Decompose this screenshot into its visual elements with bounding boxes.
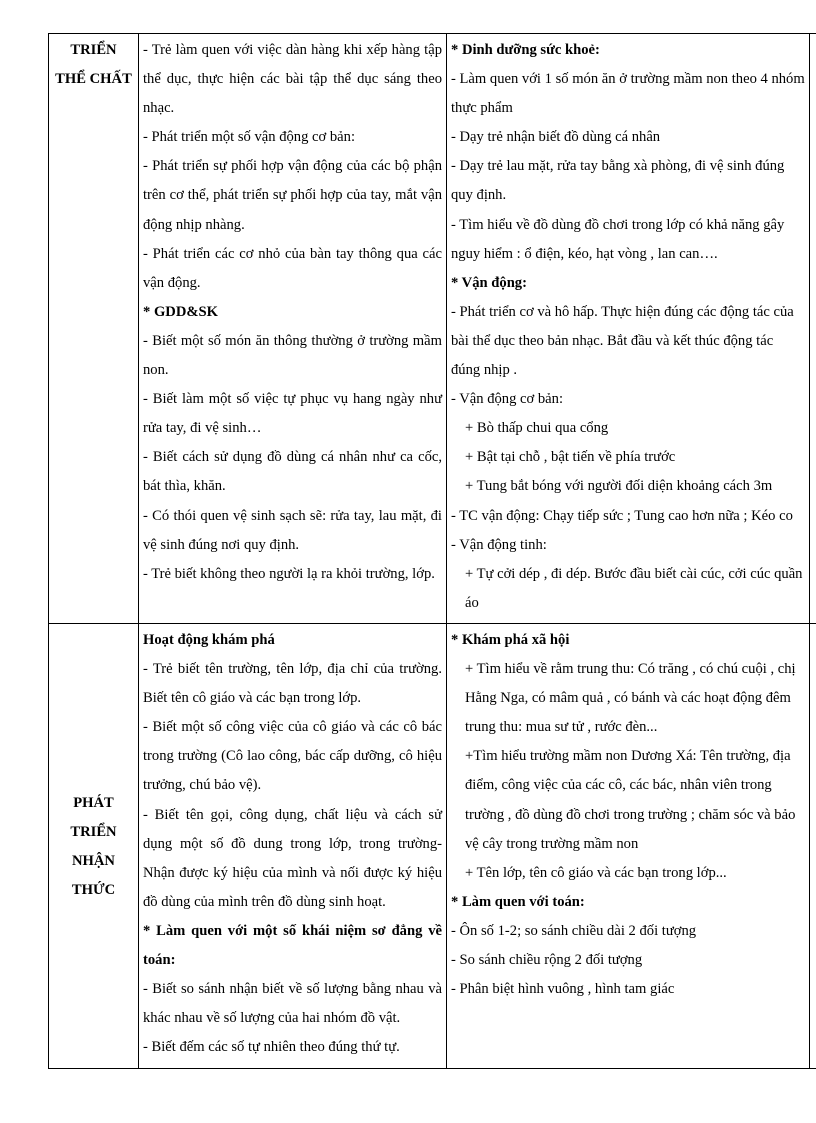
goal-item: - Trẻ làm quen với việc dàn hàng khi xếp hàng tập thể dục, thực hiện các bài tập thể dục sáng theo nhạc. (143, 42, 442, 117)
content-item: - Phân biệt hình vuông , hình tam giác (451, 981, 675, 998)
content-item: * Khám phá xã hội (451, 632, 570, 648)
goal-item: - Trẻ biết không theo người lạ ra khỏi trường, lớp. (143, 565, 435, 582)
goal-item: - Phát triển một số vận động cơ bản: (143, 129, 355, 146)
content-item: - Phát triển cơ và hô hấp. Thực hiện đúng các động tác của bài thể dục theo bản nhạc. Bắt đầu và kết thúc động tác đúng nhịp . (451, 303, 794, 379)
area-label-line: THỂ CHẤT (55, 71, 132, 87)
area-label-line: TRIỂN (70, 42, 117, 58)
goal-item: - Biết so sánh nhận biết về số lượng bằng nhau và khác nhau về số lượng của hai nhóm đồ vật. (143, 981, 442, 1027)
content-cell (447, 34, 810, 624)
content-item: - Dạy trẻ lau mặt, rửa tay bằng xà phòng, đi vệ sinh đúng quy định. (451, 158, 785, 204)
goal-item: - Biết tên gọi, công dụng, chất liệu và cách sử dụng một số đồ dung trong lớp, trong trường- Nhận được ký hiệu của mình và nối được ký hiệu đồ dùng của mình trên đồ dùng sinh hoạt. (143, 806, 442, 910)
goals-cell (139, 624, 447, 1069)
table-row (49, 624, 816, 1069)
blank-cell (810, 34, 816, 624)
area-label-line: THỨC (71, 882, 116, 898)
blank-cell (810, 624, 816, 1069)
goal-item: - Biết đếm các số tự nhiên theo đúng thứ tự. (143, 1039, 400, 1056)
content-item: +Tìm hiểu trường mầm non Dương Xá: Tên trường, địa điểm, công việc của các cô, các bác, nhân viên trong trường , đồ dùng đồ chơi trong trường ; chăm sóc và bảo vệ cây trong trường mầm non (465, 748, 796, 852)
content-item: + Bật tại chỗ , bật tiến về phía trước (465, 449, 676, 466)
content-item: - Vận động cơ bản: (451, 391, 564, 408)
content-item: - Ôn số 1-2; so sánh chiều dài 2 đối tượng (451, 922, 697, 939)
content-item: + Bò thấp chui qua cổng (465, 420, 609, 437)
content-cell (447, 624, 810, 1069)
content-item: * Làm quen với toán: (451, 893, 585, 910)
content-item: - So sánh chiều rộng 2 đối tượng (451, 952, 643, 969)
goal-item: * GDD&SK (143, 303, 218, 320)
area-label-line: NHẬN (72, 853, 115, 869)
goal-item: * Làm quen với một số khái niệm sơ đẳng về toán: (143, 922, 442, 969)
content-item: * Dinh dưỡng sức khoẻ: (451, 42, 600, 58)
table-row (49, 34, 816, 624)
content-item: - Tìm hiểu về đồ dùng đồ chơi trong lớp có khả năng gây nguy hiểm : ổ điện, kéo, hạt vòng , lan can…. (451, 216, 785, 262)
content-item: - Dạy trẻ nhận biết đồ dùng cá nhân (451, 129, 661, 146)
goal-item: - Có thói quen vệ sinh sạch sẽ: rửa tay, lau mặt, đi vệ sinh đúng nơi quy định. (143, 507, 442, 553)
area-label-line: PHÁT (73, 795, 114, 811)
goal-item: - Trẻ biết tên trường, tên lớp, địa chỉ của trường. Biết tên cô giáo và các bạn trong lớp. (143, 661, 442, 707)
content-item: + Tự cởi dép , đi dép. Bước đầu biết cài cúc, cởi cúc quần áo (465, 565, 803, 611)
goal-item: - Phát triển sự phối hợp vận động của các bộ phận trên cơ thể, phát triển sự phối hợp của tay, mắt vận động nhịp nhàng. (143, 158, 442, 233)
content-item: + Tìm hiểu về rằm trung thu: Có trăng , có chú cuội , chị Hằng Nga, có mâm quả , có bánh và các hoạt động đêm trung thu: mua sư tử , rước đèn... (465, 661, 796, 736)
goal-item: Hoạt động khám phá (143, 632, 275, 648)
goal-item: - Biết một số món ăn thông thường ở trường mầm non. (143, 332, 442, 379)
goal-item: - Phát triển các cơ nhỏ của bàn tay thông qua các vận động. (143, 245, 442, 291)
content-item: * Vận động: (451, 274, 527, 291)
development-area-physical (49, 34, 139, 624)
goal-item: - Biết một số công việc của cô giáo và các cô bác trong trường (Cô lao công, bác cấp dưỡng, cô hiệu trưởng, chú bảo vệ). (143, 719, 442, 794)
content-item: + Tung bắt bóng với người đối diện khoảng cách 3m (465, 478, 773, 495)
content-item: - TC vận động: Chạy tiếp sức ; Tung cao hơn nữa ; Kéo co (451, 507, 793, 524)
content-item: - Vận động tinh: (451, 536, 547, 553)
goal-item: - Biết làm một số việc tự phục vụ hang ngày như rửa tay, đi vệ sinh… (143, 391, 442, 437)
content-item: - Làm quen với 1 số món ăn ở trường mầm non theo 4 nhóm thực phẩm (451, 71, 805, 117)
goals-cell (139, 34, 447, 624)
lesson-plan-table (48, 33, 816, 1069)
area-label-line: TRIỂN (70, 824, 117, 840)
development-area-cognitive (49, 624, 139, 1069)
content-item: + Tên lớp, tên cô giáo và các bạn trong lớp... (465, 864, 727, 881)
goal-item: - Biết cách sử dụng đồ dùng cá nhân như ca cốc, bát thìa, khăn. (143, 449, 442, 495)
